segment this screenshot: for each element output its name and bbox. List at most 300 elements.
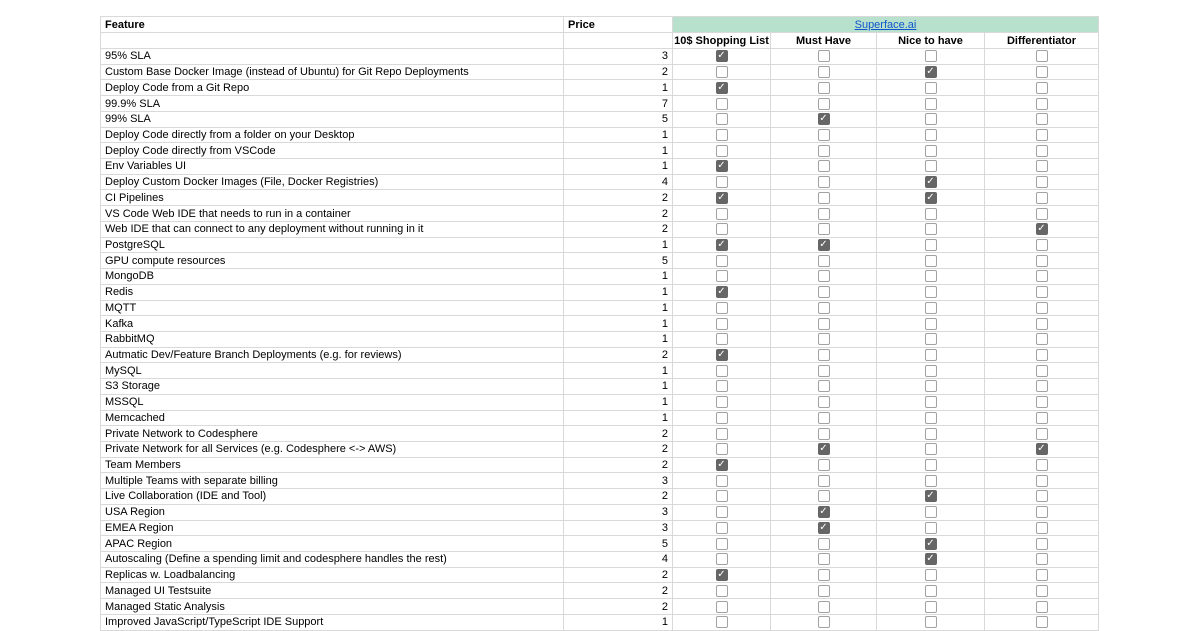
- checkbox-cell: [877, 222, 985, 238]
- feature-name: 99% SLA: [101, 112, 564, 128]
- checkbox-checked[interactable]: [716, 160, 728, 172]
- checkbox-unchecked[interactable]: [716, 113, 728, 125]
- checkbox-unchecked[interactable]: [716, 585, 728, 597]
- feature-name: Replicas w. Loadbalancing: [101, 568, 564, 584]
- checkbox-unchecked[interactable]: [716, 412, 728, 424]
- price-value: 7: [564, 96, 673, 112]
- checkbox-unchecked[interactable]: [925, 601, 937, 613]
- checkbox-unchecked[interactable]: [716, 208, 728, 220]
- table-row: [101, 552, 1099, 568]
- checkbox-unchecked[interactable]: [1036, 302, 1048, 314]
- checkbox-unchecked[interactable]: [925, 475, 937, 487]
- feature-name: Kafka: [101, 316, 564, 332]
- checkbox-cell: [673, 489, 771, 505]
- feature-name: Deploy Custom Docker Images (File, Docker Registries): [101, 175, 564, 191]
- checkbox-unchecked[interactable]: [925, 349, 937, 361]
- checkbox-unchecked[interactable]: [1036, 318, 1048, 330]
- checkbox-unchecked[interactable]: [716, 98, 728, 110]
- checkbox-cell: [771, 615, 877, 631]
- checkbox-cell: [985, 442, 1099, 458]
- checkbox-unchecked[interactable]: [716, 223, 728, 235]
- table-row: [101, 332, 1099, 348]
- checkbox-cell: [985, 269, 1099, 285]
- checkbox-unchecked[interactable]: [925, 145, 937, 157]
- checkbox-checked[interactable]: [925, 538, 937, 550]
- checkbox-cell: [673, 253, 771, 269]
- checkbox-unchecked[interactable]: [716, 365, 728, 377]
- checkbox-cell: [673, 175, 771, 191]
- feature-name: VS Code Web IDE that needs to run in a container: [101, 206, 564, 222]
- checkbox-unchecked[interactable]: [818, 208, 830, 220]
- checkbox-cell: [771, 301, 877, 317]
- checkbox-unchecked[interactable]: [925, 459, 937, 471]
- checkbox-cell: [771, 379, 877, 395]
- checkbox-unchecked[interactable]: [925, 412, 937, 424]
- checkbox-unchecked[interactable]: [716, 145, 728, 157]
- checkbox-cell: [771, 143, 877, 159]
- checkbox-cell: [673, 49, 771, 65]
- feature-name: 99.9% SLA: [101, 96, 564, 112]
- price-value: 1: [564, 80, 673, 96]
- checkbox-unchecked[interactable]: [818, 270, 830, 282]
- checkbox-unchecked[interactable]: [818, 490, 830, 502]
- checkbox-cell: [771, 80, 877, 96]
- checkbox-unchecked[interactable]: [818, 380, 830, 392]
- checkbox-cell: [673, 80, 771, 96]
- checkbox-unchecked[interactable]: [818, 318, 830, 330]
- checkbox-unchecked[interactable]: [925, 160, 937, 172]
- checkbox-unchecked[interactable]: [925, 396, 937, 408]
- checkbox-cell: [673, 379, 771, 395]
- checkbox-checked[interactable]: [818, 113, 830, 125]
- checkbox-checked[interactable]: [1036, 223, 1048, 235]
- checkbox-unchecked[interactable]: [716, 616, 728, 628]
- checkbox-unchecked[interactable]: [925, 113, 937, 125]
- table-row: [101, 96, 1099, 112]
- checkbox-checked[interactable]: [1036, 443, 1048, 455]
- checkbox-unchecked[interactable]: [1036, 255, 1048, 267]
- checkbox-unchecked[interactable]: [1036, 349, 1048, 361]
- checkbox-cell: [771, 536, 877, 552]
- checkbox-cell: [771, 206, 877, 222]
- price-value: 2: [564, 426, 673, 442]
- checkbox-cell: [771, 238, 877, 254]
- checkbox-unchecked[interactable]: [716, 522, 728, 534]
- price-value: 1: [564, 316, 673, 332]
- checkbox-cell: [985, 568, 1099, 584]
- checkbox-cell: [771, 253, 877, 269]
- checkbox-cell: [985, 599, 1099, 615]
- column-header-shopping-list: 10$ Shopping List: [673, 33, 771, 49]
- checkbox-unchecked[interactable]: [818, 50, 830, 62]
- checkbox-cell: [985, 253, 1099, 269]
- checkbox-unchecked[interactable]: [925, 318, 937, 330]
- checkbox-unchecked[interactable]: [1036, 475, 1048, 487]
- checkbox-unchecked[interactable]: [716, 428, 728, 440]
- feature-name: Private Network for all Services (e.g. Codesphere <-> AWS): [101, 442, 564, 458]
- group-header-cell: [673, 17, 1099, 33]
- checkbox-cell: [673, 411, 771, 427]
- checkbox-checked[interactable]: [716, 459, 728, 471]
- table-row: [101, 363, 1099, 379]
- checkbox-cell: [877, 112, 985, 128]
- feature-name: Autmatic Dev/Feature Branch Deployments (e.g. for reviews): [101, 348, 564, 364]
- empty-price-cell: [564, 33, 673, 49]
- checkbox-unchecked[interactable]: [925, 522, 937, 534]
- checkbox-unchecked[interactable]: [1036, 98, 1048, 110]
- checkbox-cell: [877, 143, 985, 159]
- checkbox-cell: [673, 96, 771, 112]
- checkbox-unchecked[interactable]: [925, 223, 937, 235]
- checkbox-unchecked[interactable]: [818, 538, 830, 550]
- feature-name: Managed UI Testsuite: [101, 583, 564, 599]
- checkbox-unchecked[interactable]: [1036, 553, 1048, 565]
- checkbox-cell: [877, 489, 985, 505]
- checkbox-cell: [673, 206, 771, 222]
- table-row: [101, 238, 1099, 254]
- checkbox-unchecked[interactable]: [716, 506, 728, 518]
- feature-name: GPU compute resources: [101, 253, 564, 269]
- checkbox-cell: [877, 348, 985, 364]
- table-row: [101, 190, 1099, 206]
- feature-name: PostgreSQL: [101, 238, 564, 254]
- checkbox-cell: [877, 285, 985, 301]
- table-row: [101, 395, 1099, 411]
- checkbox-unchecked[interactable]: [716, 318, 728, 330]
- checkbox-unchecked[interactable]: [925, 82, 937, 94]
- checkbox-unchecked[interactable]: [1036, 270, 1048, 282]
- checkbox-checked[interactable]: [818, 522, 830, 534]
- checkbox-checked[interactable]: [818, 506, 830, 518]
- checkbox-unchecked[interactable]: [1036, 412, 1048, 424]
- price-value: 1: [564, 159, 673, 175]
- checkbox-cell: [985, 80, 1099, 96]
- checkbox-cell: [877, 253, 985, 269]
- checkbox-unchecked[interactable]: [818, 66, 830, 78]
- table-row: [101, 536, 1099, 552]
- price-value: 2: [564, 489, 673, 505]
- checkbox-cell: [771, 175, 877, 191]
- checkbox-unchecked[interactable]: [818, 223, 830, 235]
- checkbox-cell: [771, 552, 877, 568]
- price-value: 2: [564, 65, 673, 81]
- price-value: 2: [564, 190, 673, 206]
- checkbox-unchecked[interactable]: [925, 380, 937, 392]
- checkbox-unchecked[interactable]: [818, 601, 830, 613]
- checkbox-cell: [673, 285, 771, 301]
- checkbox-cell: [985, 285, 1099, 301]
- checkbox-cell: [673, 143, 771, 159]
- checkbox-unchecked[interactable]: [1036, 380, 1048, 392]
- checkbox-unchecked[interactable]: [716, 255, 728, 267]
- checkbox-unchecked[interactable]: [925, 443, 937, 455]
- checkbox-cell: [673, 363, 771, 379]
- checkbox-unchecked[interactable]: [1036, 538, 1048, 550]
- table-row: [101, 599, 1099, 615]
- feature-name: MQTT: [101, 301, 564, 317]
- checkbox-cell: [985, 505, 1099, 521]
- feature-name: Custom Base Docker Image (instead of Ubuntu) for Git Repo Deployments: [101, 65, 564, 81]
- checkbox-unchecked[interactable]: [1036, 82, 1048, 94]
- table-row: [101, 411, 1099, 427]
- checkbox-cell: [877, 316, 985, 332]
- table-header-row: [101, 17, 1099, 33]
- checkbox-unchecked[interactable]: [818, 616, 830, 628]
- checkbox-cell: [877, 615, 985, 631]
- checkbox-cell: [877, 458, 985, 474]
- price-value: 5: [564, 112, 673, 128]
- checkbox-unchecked[interactable]: [1036, 506, 1048, 518]
- checkbox-unchecked[interactable]: [1036, 176, 1048, 188]
- checkbox-unchecked[interactable]: [716, 475, 728, 487]
- feature-name: Redis: [101, 285, 564, 301]
- checkbox-unchecked[interactable]: [716, 601, 728, 613]
- checkbox-unchecked[interactable]: [818, 569, 830, 581]
- price-value: 1: [564, 128, 673, 144]
- checkbox-unchecked[interactable]: [1036, 365, 1048, 377]
- checkbox-cell: [673, 458, 771, 474]
- checkbox-unchecked[interactable]: [818, 553, 830, 565]
- checkbox-unchecked[interactable]: [818, 160, 830, 172]
- checkbox-cell: [985, 583, 1099, 599]
- checkbox-unchecked[interactable]: [716, 538, 728, 550]
- checkbox-unchecked[interactable]: [925, 428, 937, 440]
- checkbox-unchecked[interactable]: [1036, 428, 1048, 440]
- checkbox-unchecked[interactable]: [716, 66, 728, 78]
- feature-name: Private Network to Codesphere: [101, 426, 564, 442]
- price-value: 5: [564, 536, 673, 552]
- checkbox-cell: [985, 143, 1099, 159]
- checkbox-unchecked[interactable]: [925, 98, 937, 110]
- checkbox-unchecked[interactable]: [818, 349, 830, 361]
- feature-name: MySQL: [101, 363, 564, 379]
- checkbox-unchecked[interactable]: [925, 255, 937, 267]
- checkbox-unchecked[interactable]: [818, 129, 830, 141]
- checkbox-unchecked[interactable]: [1036, 113, 1048, 125]
- price-value: 2: [564, 442, 673, 458]
- superface-ai-link[interactable]: Superface.ai: [854, 18, 917, 31]
- checkbox-unchecked[interactable]: [818, 365, 830, 377]
- checkbox-cell: [771, 363, 877, 379]
- checkbox-cell: [877, 568, 985, 584]
- checkbox-unchecked[interactable]: [818, 255, 830, 267]
- checkbox-unchecked[interactable]: [818, 585, 830, 597]
- price-value: 3: [564, 473, 673, 489]
- checkbox-cell: [771, 599, 877, 615]
- table-row: [101, 583, 1099, 599]
- checkbox-unchecked[interactable]: [925, 129, 937, 141]
- checkbox-unchecked[interactable]: [818, 145, 830, 157]
- checkbox-unchecked[interactable]: [1036, 129, 1048, 141]
- checkbox-checked[interactable]: [716, 82, 728, 94]
- checkbox-cell: [673, 583, 771, 599]
- price-value: 3: [564, 521, 673, 537]
- checkbox-cell: [985, 206, 1099, 222]
- checkbox-checked[interactable]: [818, 443, 830, 455]
- checkbox-cell: [985, 489, 1099, 505]
- checkbox-cell: [877, 190, 985, 206]
- checkbox-unchecked[interactable]: [1036, 239, 1048, 251]
- checkbox-checked[interactable]: [716, 349, 728, 361]
- price-value: 2: [564, 568, 673, 584]
- feature-name: Deploy Code directly from a folder on your Desktop: [101, 128, 564, 144]
- checkbox-unchecked[interactable]: [1036, 585, 1048, 597]
- checkbox-cell: [877, 473, 985, 489]
- checkbox-unchecked[interactable]: [1036, 616, 1048, 628]
- checkbox-unchecked[interactable]: [818, 286, 830, 298]
- checkbox-cell: [877, 411, 985, 427]
- checkbox-unchecked[interactable]: [925, 302, 937, 314]
- checkbox-cell: [985, 190, 1099, 206]
- checkbox-unchecked[interactable]: [818, 82, 830, 94]
- table-row: [101, 143, 1099, 159]
- checkbox-checked[interactable]: [716, 50, 728, 62]
- checkbox-checked[interactable]: [925, 66, 937, 78]
- table-row: [101, 458, 1099, 474]
- checkbox-unchecked[interactable]: [1036, 160, 1048, 172]
- feature-comparison-table: [100, 16, 1099, 631]
- checkbox-unchecked[interactable]: [818, 192, 830, 204]
- checkbox-checked[interactable]: [925, 176, 937, 188]
- price-value: 1: [564, 363, 673, 379]
- feature-name: Memcached: [101, 411, 564, 427]
- checkbox-cell: [771, 348, 877, 364]
- checkbox-cell: [985, 332, 1099, 348]
- checkbox-unchecked[interactable]: [716, 176, 728, 188]
- checkbox-unchecked[interactable]: [925, 585, 937, 597]
- checkbox-unchecked[interactable]: [716, 302, 728, 314]
- checkbox-unchecked[interactable]: [1036, 66, 1048, 78]
- checkbox-cell: [985, 96, 1099, 112]
- checkbox-unchecked[interactable]: [1036, 569, 1048, 581]
- checkbox-cell: [985, 159, 1099, 175]
- checkbox-unchecked[interactable]: [925, 616, 937, 628]
- checkbox-unchecked[interactable]: [716, 553, 728, 565]
- column-header-differentiator: Differentiator: [985, 33, 1099, 49]
- checkbox-cell: [877, 505, 985, 521]
- column-header-nice-to-have: Nice to have: [877, 33, 985, 49]
- checkbox-cell: [673, 269, 771, 285]
- checkbox-cell: [771, 411, 877, 427]
- checkbox-checked[interactable]: [925, 490, 937, 502]
- checkbox-unchecked[interactable]: [925, 50, 937, 62]
- checkbox-unchecked[interactable]: [925, 239, 937, 251]
- feature-name: Deploy Code from a Git Repo: [101, 80, 564, 96]
- price-value: 1: [564, 615, 673, 631]
- checkbox-unchecked[interactable]: [1036, 192, 1048, 204]
- checkbox-unchecked[interactable]: [818, 475, 830, 487]
- checkbox-cell: [877, 80, 985, 96]
- checkbox-checked[interactable]: [716, 192, 728, 204]
- checkbox-unchecked[interactable]: [818, 396, 830, 408]
- checkbox-cell: [877, 206, 985, 222]
- checkbox-unchecked[interactable]: [716, 129, 728, 141]
- checkbox-unchecked[interactable]: [1036, 459, 1048, 471]
- checkbox-cell: [673, 552, 771, 568]
- checkbox-unchecked[interactable]: [1036, 396, 1048, 408]
- feature-column-header: Feature: [101, 17, 564, 33]
- checkbox-cell: [771, 332, 877, 348]
- checkbox-cell: [877, 583, 985, 599]
- checkbox-unchecked[interactable]: [716, 443, 728, 455]
- checkbox-unchecked[interactable]: [1036, 208, 1048, 220]
- table-row: [101, 348, 1099, 364]
- checkbox-unchecked[interactable]: [716, 490, 728, 502]
- checkbox-unchecked[interactable]: [818, 176, 830, 188]
- feature-name: MSSQL: [101, 395, 564, 411]
- checkbox-checked[interactable]: [925, 553, 937, 565]
- checkbox-cell: [877, 269, 985, 285]
- price-value: 1: [564, 269, 673, 285]
- table-row: [101, 285, 1099, 301]
- checkbox-unchecked[interactable]: [818, 333, 830, 345]
- checkbox-unchecked[interactable]: [1036, 145, 1048, 157]
- price-value: 1: [564, 379, 673, 395]
- checkbox-cell: [771, 159, 877, 175]
- feature-name: CI Pipelines: [101, 190, 564, 206]
- column-header-must-have: Must Have: [771, 33, 877, 49]
- checkbox-cell: [985, 458, 1099, 474]
- checkbox-unchecked[interactable]: [1036, 286, 1048, 298]
- table-row: [101, 301, 1099, 317]
- checkbox-unchecked[interactable]: [818, 428, 830, 440]
- checkbox-unchecked[interactable]: [1036, 333, 1048, 345]
- checkbox-unchecked[interactable]: [925, 286, 937, 298]
- checkbox-cell: [673, 568, 771, 584]
- checkbox-checked[interactable]: [925, 192, 937, 204]
- checkbox-cell: [985, 175, 1099, 191]
- checkbox-cell: [673, 521, 771, 537]
- checkbox-unchecked[interactable]: [925, 506, 937, 518]
- checkbox-cell: [771, 190, 877, 206]
- price-value: 1: [564, 395, 673, 411]
- checkbox-unchecked[interactable]: [716, 270, 728, 282]
- checkbox-cell: [877, 442, 985, 458]
- checkbox-cell: [877, 599, 985, 615]
- checkbox-unchecked[interactable]: [925, 208, 937, 220]
- table-row: [101, 473, 1099, 489]
- checkbox-unchecked[interactable]: [716, 333, 728, 345]
- checkbox-unchecked[interactable]: [1036, 601, 1048, 613]
- table-row: [101, 568, 1099, 584]
- checkbox-unchecked[interactable]: [818, 302, 830, 314]
- checkbox-cell: [771, 316, 877, 332]
- checkbox-unchecked[interactable]: [1036, 522, 1048, 534]
- checkbox-unchecked[interactable]: [925, 270, 937, 282]
- checkbox-unchecked[interactable]: [716, 380, 728, 392]
- checkbox-checked[interactable]: [716, 239, 728, 251]
- feature-name: Multiple Teams with separate billing: [101, 473, 564, 489]
- checkbox-unchecked[interactable]: [818, 459, 830, 471]
- checkbox-checked[interactable]: [716, 569, 728, 581]
- checkbox-cell: [985, 49, 1099, 65]
- checkbox-cell: [985, 536, 1099, 552]
- price-value: 2: [564, 222, 673, 238]
- checkbox-unchecked[interactable]: [925, 333, 937, 345]
- checkbox-unchecked[interactable]: [818, 98, 830, 110]
- checkbox-checked[interactable]: [818, 239, 830, 251]
- checkbox-unchecked[interactable]: [1036, 50, 1048, 62]
- checkbox-cell: [771, 65, 877, 81]
- checkbox-unchecked[interactable]: [925, 365, 937, 377]
- price-value: 4: [564, 175, 673, 191]
- checkbox-unchecked[interactable]: [818, 412, 830, 424]
- checkbox-cell: [771, 568, 877, 584]
- checkbox-unchecked[interactable]: [925, 569, 937, 581]
- checkbox-checked[interactable]: [716, 286, 728, 298]
- checkbox-unchecked[interactable]: [1036, 490, 1048, 502]
- checkbox-unchecked[interactable]: [716, 396, 728, 408]
